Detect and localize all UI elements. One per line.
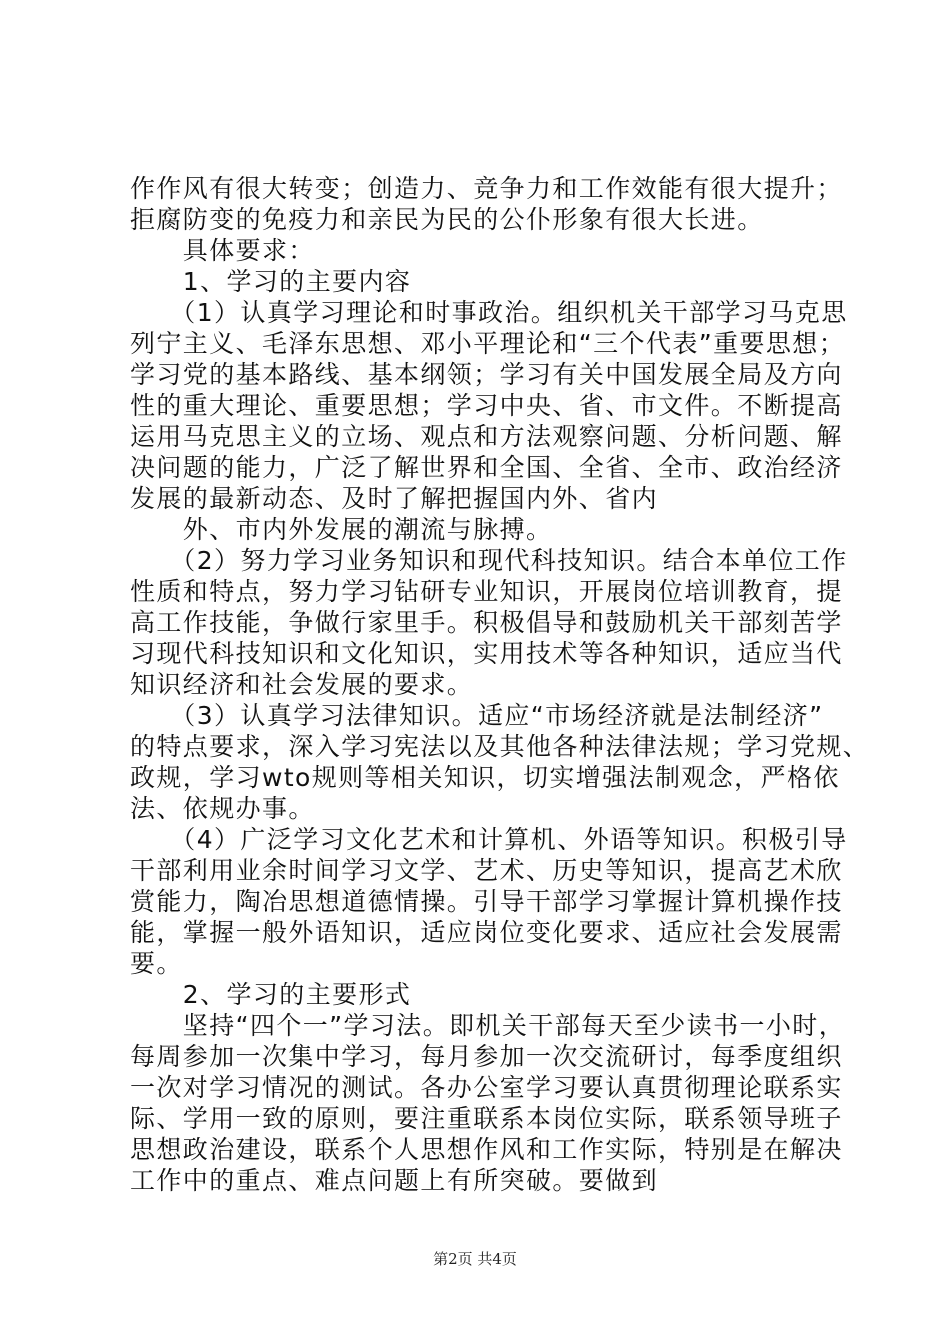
text-line: 决问题的能力，广泛了解世界和全国、全省、全市、政治经济 bbox=[130, 453, 843, 482]
text-line: 发展的最新动态、及时了解把握国内外、省内 bbox=[130, 484, 659, 513]
text-line: 知识经济和社会发展的要求。 bbox=[130, 670, 474, 699]
text-line: 高工作技能，争做行家里手。积极倡导和鼓励机关干部刻苦学 bbox=[130, 608, 843, 637]
text-line: 一次对学习情况的测试。各办公室学习要认真贯彻理论联系实 bbox=[130, 1073, 843, 1102]
text-line: 法、依规办事。 bbox=[130, 794, 315, 823]
text-line: 要。 bbox=[130, 949, 183, 978]
text-line: 外、市内外发展的潮流与脉搏。 bbox=[130, 515, 553, 544]
text-line: （1）认真学习理论和时事政治。组织机关干部学习马克思 bbox=[130, 298, 848, 327]
text-line: 具体要求： bbox=[130, 236, 315, 265]
text-line: 赏能力，陶冶思想道德情操。引导干部学习掌握计算机操作技 bbox=[130, 887, 843, 916]
document-body bbox=[130, 173, 870, 1196]
text-line: 性质和特点，努力学习钻研专业知识，开展岗位培训教育，提 bbox=[130, 577, 843, 606]
section-heading: 2、学习的主要形式 bbox=[130, 980, 412, 1009]
text-line: 运用马克思主义的立场、观点和方法观察问题、分析问题、解 bbox=[130, 422, 843, 451]
text-line: 的特点要求，深入学习宪法以及其他各种法律法规；学习党规、 bbox=[130, 732, 870, 761]
page-footer: 第2页 共4页 bbox=[433, 1250, 517, 1268]
text-line: 每周参加一次集中学习，每月参加一次交流研讨，每季度组织 bbox=[130, 1042, 843, 1071]
section-heading: 1、学习的主要内容 bbox=[130, 267, 412, 296]
text-line: 际、学用一致的原则，要注重联系本岗位实际，联系领导班子 bbox=[130, 1104, 843, 1133]
text-line: 政规，学习wto规则等相关知识，切实增强法制观念，严格依 bbox=[130, 763, 840, 792]
text-line: 坚持“四个一”学习法。即机关干部每天至少读书一小时， bbox=[130, 1011, 846, 1040]
text-line: 工作中的重点、难点问题上有所突破。要做到 bbox=[130, 1166, 659, 1195]
text-line: 列宁主义、毛泽东思想、邓小平理论和“三个代表”重要思想； bbox=[130, 329, 846, 358]
text-line: （2）努力学习业务知识和现代科技知识。结合本单位工作 bbox=[130, 546, 848, 575]
text-line: 思想政治建设，联系个人思想作风和工作实际，特别是在解决 bbox=[130, 1135, 843, 1164]
text-line: （3）认真学习法律知识。适应“市场经济就是法制经济” bbox=[130, 701, 824, 730]
text-line: 性的重大理论、重要思想；学习中央、省、市文件。不断提高 bbox=[130, 391, 843, 420]
text-line: 拒腐防变的免疫力和亲民为民的公仆形象有很大长进。 bbox=[130, 205, 764, 234]
text-line: （4）广泛学习文化艺术和计算机、外语等知识。积极引导 bbox=[130, 825, 848, 854]
text-line: 作作风有很大转变；创造力、竞争力和工作效能有很大提升； bbox=[130, 174, 843, 203]
text-line: 干部利用业余时间学习文学、艺术、历史等知识，提高艺术欣 bbox=[130, 856, 843, 885]
text-line: 能，掌握一般外语知识，适应岗位变化要求、适应社会发展需 bbox=[130, 918, 843, 947]
text-line: 习现代科技知识和文化知识，实用技术等各种知识，适应当代 bbox=[130, 639, 843, 668]
text-line: 学习党的基本路线、基本纲领；学习有关中国发展全局及方向 bbox=[130, 360, 843, 389]
